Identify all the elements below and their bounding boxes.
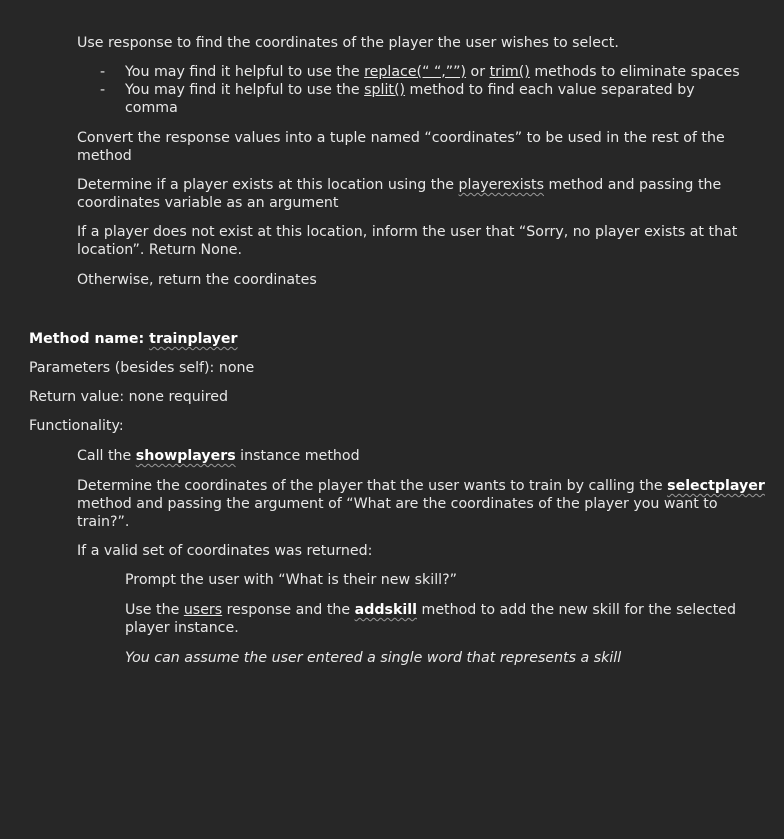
text: method <box>77 148 132 164</box>
code-selectplayer: selectplayer <box>667 478 765 494</box>
paragraph-no-player <box>77 223 757 259</box>
text: coordinates variable as an argument <box>77 195 339 211</box>
text: method and passing the argument of “What are the coordinates of the player you want to <box>77 496 718 512</box>
text: Use response to find the coordinates of the player the user wishes to select. <box>77 35 619 51</box>
code-showplayers: showplayers <box>135 448 236 464</box>
text: train?”. <box>77 514 130 530</box>
note-single-word: You can assume the user entered a single word that represents a skill <box>125 650 622 666</box>
bullet-split <box>125 81 755 117</box>
step-add-skill <box>125 601 755 637</box>
paragraph-find-coordinates <box>77 34 757 52</box>
bullet-replace-trim <box>125 63 755 81</box>
text: location”. Return None. <box>77 242 242 258</box>
text: Determine if a player exists at this location using the <box>77 177 459 193</box>
text: or <box>466 64 490 80</box>
step-if-valid: If a valid set of coordinates was returned: <box>77 543 373 559</box>
method-label: Method name: <box>29 331 150 347</box>
text: response and the <box>222 602 355 618</box>
text: You may find it helpful to use the <box>125 64 365 80</box>
code-split: split() <box>364 82 406 98</box>
text: method and passing the <box>544 177 722 193</box>
text: player instance. <box>125 620 239 636</box>
text: Use the <box>125 602 184 618</box>
parameters-line: Parameters (besides self): none <box>29 360 255 376</box>
text: If a player does not exist at this location, inform the user that “Sorry, no player exists at that <box>77 224 738 240</box>
paragraph-player-exists <box>77 176 757 212</box>
step-determine-coordinates <box>77 477 767 531</box>
code-addskill: addskill <box>354 602 417 618</box>
step-prompt-skill: Prompt the user with “What is their new skill?” <box>125 572 457 588</box>
code-playerexists: playerexists <box>458 177 544 193</box>
bullet-marker: - <box>100 82 106 98</box>
method-name: trainplayer <box>149 331 238 347</box>
return-value-line: Return value: none required <box>29 389 228 405</box>
code-replace: replace(“ “,””) <box>364 64 467 80</box>
text: instance method <box>235 448 360 464</box>
text: Call the <box>77 448 136 464</box>
text: You may find it helpful to use the <box>125 82 365 98</box>
text: Convert the response values into a tuple named “coordinates” to be used in the rest of the <box>77 130 725 146</box>
text: Determine the coordinates of the player that the user wants to train by calling the <box>77 478 668 494</box>
text: methods to eliminate spaces <box>529 64 740 80</box>
text: comma <box>125 100 178 116</box>
step-call-showplayers <box>77 447 757 465</box>
paragraph-otherwise <box>77 271 757 289</box>
text: method to find each value separated by <box>405 82 695 98</box>
text: Otherwise, return the coordinates <box>77 272 317 288</box>
functionality-label: Functionality: <box>29 418 124 434</box>
method-name-heading <box>29 330 729 348</box>
bullet-marker: - <box>100 64 106 80</box>
code-users: users <box>183 602 223 618</box>
text: method to add the new skill for the selected <box>416 602 737 618</box>
paragraph-convert-tuple <box>77 129 757 165</box>
code-trim: trim() <box>489 64 530 80</box>
